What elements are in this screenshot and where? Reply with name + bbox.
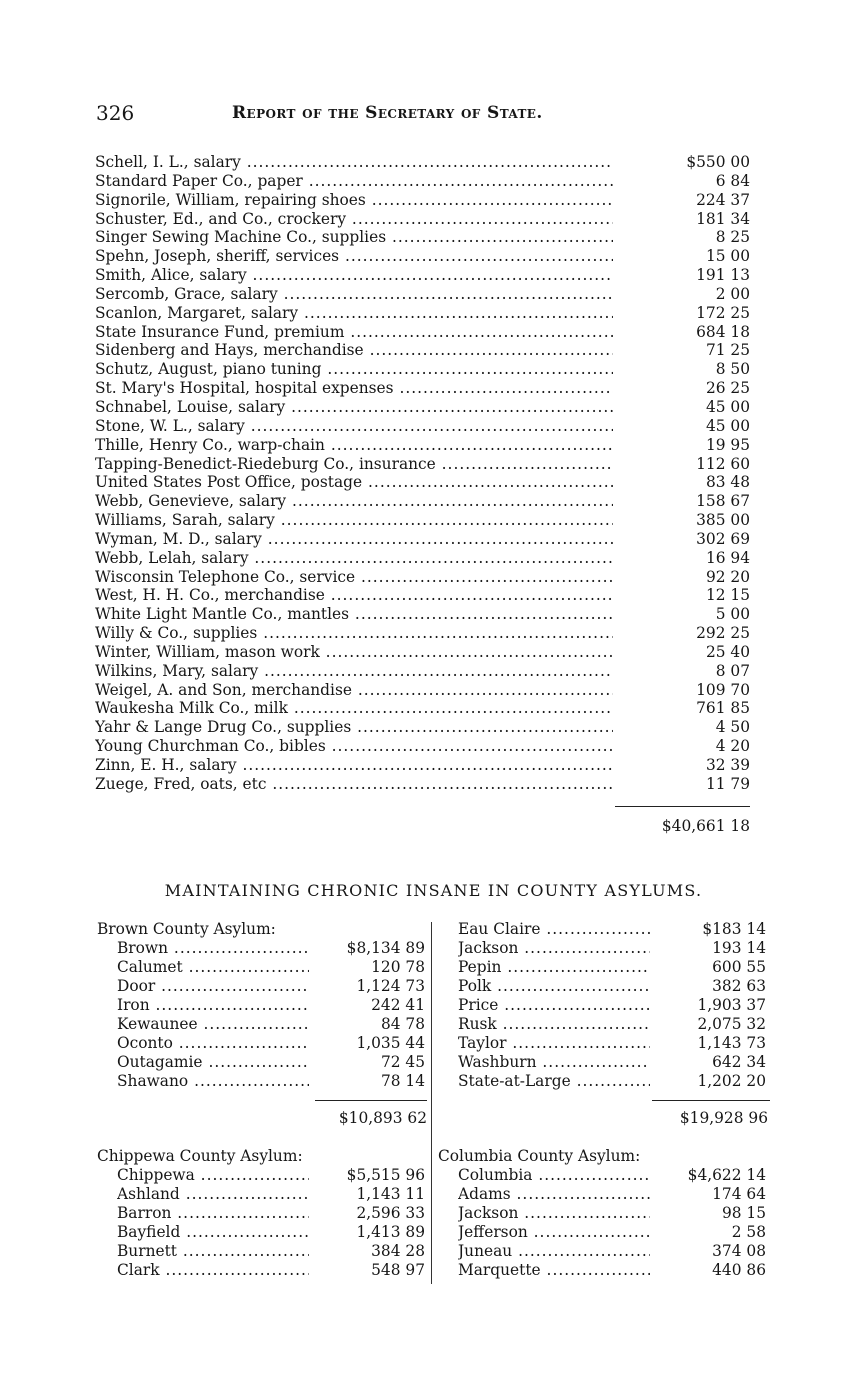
- county-amount: 2 58: [731, 1223, 766, 1241]
- county-row: [438, 1242, 768, 1261]
- ledger-row: [95, 379, 755, 398]
- ledger-item-amount: 11 79: [705, 774, 750, 793]
- ledger-item-amount: 181 34: [696, 209, 750, 228]
- county-name: State-at-Large .....: [458, 1072, 650, 1091]
- county-row: [97, 1166, 427, 1185]
- brown-county-asylum: [97, 920, 427, 1091]
- county-amount: $5,515 96: [346, 1166, 425, 1184]
- ledger-item-label: Schnabel, Louise, salary .....: [95, 398, 613, 417]
- county-row: [438, 1072, 768, 1091]
- county-amount: 193 14: [712, 939, 766, 957]
- ledger-row: [95, 210, 755, 229]
- ledger-item-label: Williams, Sarah, salary .....: [95, 511, 613, 530]
- ledger-row: [95, 341, 755, 360]
- section-title: MAINTAINING CHRONIC INSANE IN COUNTY ASYLUMS.: [164, 881, 703, 900]
- county-row: [438, 1015, 768, 1034]
- county-amount: 1,413 89: [356, 1223, 425, 1241]
- ledger-item-label: Young Churchman Co., bibles .....: [95, 737, 613, 756]
- ledger-row: [95, 530, 755, 549]
- county-name: Door .....: [117, 977, 309, 996]
- county-amount: 1,124 73: [356, 977, 425, 995]
- ledger-item-amount: 5 00: [715, 605, 750, 624]
- county-row: [97, 977, 427, 996]
- ledger-item-amount: 112 60: [696, 454, 750, 473]
- county-amount: 84 78: [380, 1015, 425, 1033]
- county-name: Clark .....: [117, 1261, 309, 1280]
- ledger-item-label: United States Post Office, postage .....: [95, 473, 613, 492]
- ledger-item-amount: $550 00: [686, 153, 750, 171]
- county-amount: 384 28: [371, 1242, 425, 1260]
- ledger-row: [95, 323, 755, 342]
- ledger-total: $40,661 18: [661, 817, 750, 835]
- county-amount: 1,035 44: [356, 1034, 425, 1052]
- county-row: [438, 1261, 768, 1280]
- county-amount: $183 14: [702, 920, 766, 938]
- page-number: 326: [96, 101, 135, 125]
- county-name: Polk .....: [458, 977, 650, 996]
- ledger-total-rule: [615, 806, 750, 807]
- county-amount: 1,903 37: [697, 996, 766, 1014]
- ledger-item-amount: 83 48: [705, 473, 750, 492]
- ledger-row: [95, 360, 755, 379]
- ledger-row: [95, 586, 755, 605]
- brown-total-rule: [315, 1100, 427, 1101]
- county-name: Bayfield .....: [117, 1223, 309, 1242]
- ledger-row: [95, 172, 755, 191]
- ledger-item-label: Schell, I. L., salary .....: [95, 153, 613, 172]
- county-row: [97, 996, 427, 1015]
- county-name: Ashland .....: [117, 1185, 309, 1204]
- county-name: Eau Claire .....: [458, 920, 650, 939]
- ledger-row: [95, 191, 755, 210]
- county-name: Jackson .....: [458, 1204, 650, 1223]
- county-row: [438, 1034, 768, 1053]
- ledger-row: [95, 605, 755, 624]
- county-row: [97, 1223, 427, 1242]
- asylum-heading: Chippewa County Asylum:: [97, 1147, 303, 1165]
- ledger-item-label: Smith, Alice, salary .....: [95, 266, 613, 285]
- ledger-item-amount: 385 00: [696, 511, 750, 530]
- ledger-row: [95, 643, 755, 662]
- county-amount: $4,622 14: [687, 1166, 766, 1184]
- ledger-item-amount: 8 07: [715, 661, 750, 680]
- ledger-row: [95, 247, 755, 266]
- ledger-item-amount: 191 13: [696, 266, 750, 285]
- county-row: [97, 1261, 427, 1280]
- ledger-item-label: Singer Sewing Machine Co., supplies .....: [95, 228, 613, 247]
- ledger-item-label: Webb, Genevieve, salary .....: [95, 492, 613, 511]
- ledger-item-amount: 109 70: [696, 680, 750, 699]
- county-name: Jackson .....: [458, 939, 650, 958]
- ledger-item-amount: 4 20: [715, 737, 750, 756]
- ledger-item-label: Sidenberg and Hays, merchandise .....: [95, 341, 613, 360]
- ledger-item-label: West, H. H. Co., merchandise .....: [95, 586, 613, 605]
- ledger-row: [95, 398, 755, 417]
- ledger-item-label: Tapping-Benedict-Riedeburg Co., insurance .....: [95, 455, 613, 474]
- ledger-row: [95, 492, 755, 511]
- county-name: Marquette .....: [458, 1261, 650, 1280]
- ledger-item-label: Wilkins, Mary, salary .....: [95, 662, 613, 681]
- ledger-row: [95, 756, 755, 775]
- county-name: Columbia .....: [458, 1166, 650, 1185]
- ledger-item-label: Weigel, A. and Son, merchandise .....: [95, 681, 613, 700]
- ledger-item-label: Zuege, Fred, oats, etc .....: [95, 775, 613, 794]
- column-divider: [431, 922, 432, 1284]
- ledger-item-label: Signorile, William, repairing shoes .....: [95, 191, 613, 210]
- ledger-item-amount: 45 00: [705, 416, 750, 435]
- county-row: [438, 1204, 768, 1223]
- ledger-row: [95, 455, 755, 474]
- ledger-item-amount: 158 67: [696, 492, 750, 511]
- ledger-item-label: White Light Mantle Co., mantles .....: [95, 605, 613, 624]
- asylum-heading: Columbia County Asylum:: [438, 1147, 641, 1165]
- county-amount: 1,143 11: [356, 1185, 425, 1203]
- expense-ledger: [95, 153, 755, 794]
- ledger-item-amount: 302 69: [696, 529, 750, 548]
- ledger-item-label: Thille, Henry Co., warp-chain .....: [95, 436, 613, 455]
- asylum-heading: Brown County Asylum:: [97, 920, 276, 938]
- county-amount: 98 15: [721, 1204, 766, 1222]
- ledger-item-amount: 8 50: [715, 360, 750, 379]
- ledger-item-label: Waukesha Milk Co., milk .....: [95, 699, 613, 718]
- county-name: Calumet .....: [117, 958, 309, 977]
- county-name: Oconto .....: [117, 1034, 309, 1053]
- ledger-item-label: Wisconsin Telephone Co., service .....: [95, 568, 613, 587]
- ledger-item-amount: 45 00: [705, 397, 750, 416]
- county-row: [97, 958, 427, 977]
- ledger-row: [95, 737, 755, 756]
- county-name: Rusk .....: [458, 1015, 650, 1034]
- ledger-item-label: Willy & Co., supplies .....: [95, 624, 613, 643]
- ledger-item-amount: 292 25: [696, 624, 750, 643]
- county-row: [97, 1034, 427, 1053]
- county-row: [438, 977, 768, 996]
- ledger-row: [95, 473, 755, 492]
- county-amount: 174 64: [712, 1185, 766, 1203]
- county-amount: 120 78: [371, 958, 425, 976]
- ledger-row: [95, 153, 755, 172]
- ledger-row: [95, 568, 755, 587]
- county-amount: 548 97: [371, 1261, 425, 1279]
- county-amount: 2,075 32: [697, 1015, 766, 1033]
- ledger-item-amount: 26 25: [705, 379, 750, 398]
- ledger-row: [95, 417, 755, 436]
- county-name: Juneau .....: [458, 1242, 650, 1261]
- page-header: [96, 101, 616, 131]
- county-amount: $8,134 89: [346, 939, 425, 957]
- chippewa-county-asylum: [97, 1147, 427, 1280]
- ledger-item-amount: 16 94: [705, 548, 750, 567]
- county-amount: 374 08: [712, 1242, 766, 1260]
- county-name: Kewaunee .....: [117, 1015, 309, 1034]
- ledger-item-label: State Insurance Fund, premium .....: [95, 323, 613, 342]
- county-amount: 242 41: [371, 996, 425, 1014]
- county-row: [438, 1185, 768, 1204]
- county-row: [97, 1242, 427, 1261]
- county-name: Washburn .....: [458, 1053, 650, 1072]
- ledger-item-label: Spehn, Joseph, sheriff, services .....: [95, 247, 613, 266]
- ledger-item-label: Scanlon, Margaret, salary .....: [95, 304, 613, 323]
- county-amount: 600 55: [712, 958, 766, 976]
- ledger-item-label: Yahr & Lange Drug Co., supplies .....: [95, 718, 613, 737]
- brown-continued-total-rule: [652, 1100, 770, 1101]
- columbia-county-asylum: [438, 1147, 768, 1280]
- ledger-item-amount: 19 95: [705, 435, 750, 454]
- county-row: [97, 1053, 427, 1072]
- ledger-row: [95, 681, 755, 700]
- county-row: [438, 1166, 768, 1185]
- brown-continued-total: $19,928 96: [679, 1109, 768, 1127]
- ledger-row: [95, 699, 755, 718]
- county-row: [97, 1204, 427, 1223]
- county-row: [97, 1185, 427, 1204]
- ledger-item-amount: 6 84: [715, 171, 750, 190]
- ledger-item-label: Schutz, August, piano tuning .....: [95, 360, 613, 379]
- ledger-row: [95, 304, 755, 323]
- ledger-item-amount: 761 85: [696, 699, 750, 718]
- county-row: [438, 1053, 768, 1072]
- ledger-row: [95, 718, 755, 737]
- running-title: Report of the Secretary of State.: [232, 103, 543, 123]
- brown-county-asylum-continued: [438, 920, 768, 1100]
- county-name: Burnett .....: [117, 1242, 309, 1261]
- ledger-item-amount: 12 15: [705, 586, 750, 605]
- county-name: Barron .....: [117, 1204, 309, 1223]
- ledger-row: [95, 266, 755, 285]
- ledger-item-label: Webb, Lelah, salary .....: [95, 549, 613, 568]
- county-row: [438, 996, 768, 1015]
- ledger-item-amount: 224 37: [696, 190, 750, 209]
- ledger-item-amount: 684 18: [696, 322, 750, 341]
- county-amount: 1,202 20: [697, 1072, 766, 1090]
- county-amount: 1,143 73: [697, 1034, 766, 1052]
- county-name: Chippewa .....: [117, 1166, 309, 1185]
- ledger-item-amount: 25 40: [705, 642, 750, 661]
- county-name: Taylor .....: [458, 1034, 650, 1053]
- ledger-row: [95, 624, 755, 643]
- ledger-item-amount: 32 39: [705, 756, 750, 774]
- county-name: Brown .....: [117, 939, 309, 958]
- county-amount: 642 34: [712, 1053, 766, 1071]
- county-row: [438, 920, 768, 939]
- ledger-item-amount: 172 25: [696, 303, 750, 322]
- ledger-item-label: Standard Paper Co., paper .....: [95, 172, 613, 191]
- county-row: [97, 1072, 427, 1091]
- county-amount: 440 86: [712, 1261, 766, 1279]
- county-name: Jefferson .....: [458, 1223, 650, 1242]
- ledger-item-amount: 4 50: [715, 718, 750, 737]
- ledger-item-label: Schuster, Ed., and Co., crockery .....: [95, 210, 613, 229]
- ledger-item-amount: 71 25: [705, 341, 750, 360]
- ledger-item-amount: 92 20: [705, 567, 750, 586]
- ledger-row: [95, 436, 755, 455]
- county-amount: 72 45: [380, 1053, 425, 1071]
- ledger-item-amount: 2 00: [715, 284, 750, 303]
- ledger-row: [95, 511, 755, 530]
- county-row: [438, 1223, 768, 1242]
- brown-total: $10,893 62: [338, 1109, 427, 1127]
- ledger-item-amount: 15 00: [705, 247, 750, 266]
- county-name: Price .....: [458, 996, 650, 1015]
- ledger-row: [95, 549, 755, 568]
- ledger-item-label: Winter, William, mason work .....: [95, 643, 613, 662]
- ledger-row: [95, 228, 755, 247]
- county-name: Pepin .....: [458, 958, 650, 977]
- ledger-item-amount: 8 25: [715, 228, 750, 247]
- county-name: Iron .....: [117, 996, 309, 1015]
- county-name: Outagamie .....: [117, 1053, 309, 1072]
- ledger-item-label: Zinn, E. H., salary .....: [95, 756, 613, 775]
- ledger-row: [95, 775, 755, 794]
- county-name: Shawano .....: [117, 1072, 309, 1091]
- ledger-row: [95, 285, 755, 304]
- county-row: [438, 958, 768, 977]
- county-amount: 2,596 33: [356, 1204, 425, 1222]
- county-row: [438, 939, 768, 958]
- county-amount: 382 63: [712, 977, 766, 995]
- county-row: [97, 1015, 427, 1034]
- ledger-item-label: Wyman, M. D., salary .....: [95, 530, 613, 549]
- county-row: [97, 939, 427, 958]
- ledger-item-label: Sercomb, Grace, salary .....: [95, 285, 613, 304]
- county-name: Adams .....: [458, 1185, 650, 1204]
- county-amount: 78 14: [380, 1072, 425, 1090]
- ledger-row: [95, 662, 755, 681]
- ledger-item-label: St. Mary's Hospital, hospital expenses .....: [95, 379, 613, 398]
- ledger-item-label: Stone, W. L., salary .....: [95, 417, 613, 436]
